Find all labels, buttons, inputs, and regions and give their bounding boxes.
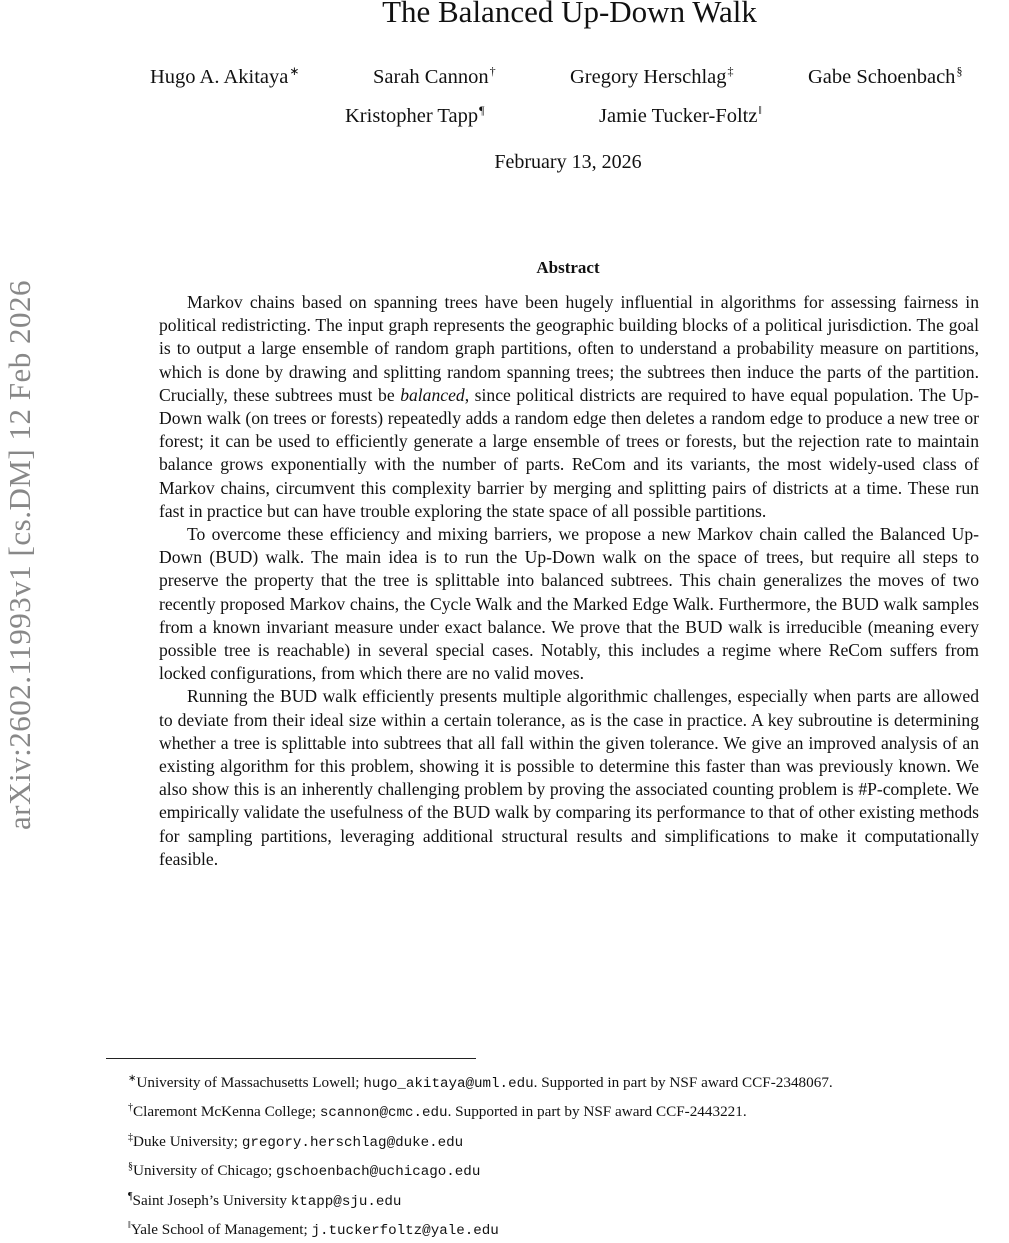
publication-date: February 13, 2026	[494, 151, 642, 173]
author-schoenbach: Gabe Schoenbach§	[808, 64, 963, 88]
email-link[interactable]: hugo_akitaya@uml.edu	[363, 1076, 534, 1092]
email-link[interactable]: ktapp@sju.edu	[290, 1193, 402, 1210]
footnote-tucker-foltz: ‖Yale School of Management; j.tuckerfoltz@yale.edu	[128, 1220, 499, 1240]
author-akitaya: Hugo A. Akitaya∗	[150, 64, 300, 88]
footnote-herschlag: ‡Duke University; gregory.herschlag@duke.edu	[128, 1131, 464, 1151]
email-link[interactable]: gregory.herschlag@duke.edu	[241, 1134, 464, 1151]
abstract-body	[159, 291, 979, 871]
abstract-paragraph-2: To overcome these efficiency and mixing barriers, we propose a new Markov chain called the Balanced Up-Down (BUD) walk. The main idea is to run the Up-Down walk on the space of trees, but require all steps to preserve the property that the tree is splittable into balanced subtrees. This chain generalizes the moves of two recently proposed Markov chains, the Cycle Walk and the Marked Edge Walk. Furthermore, the BUD walk samples from a known invariant measure under exact balance. We prove that the BUD walk is irreducible (meaning every possible tree is reachable) in several special cases. Notably, this includes a regime where ReCom suffers from locked configurations, from which there are no valid moves.	[159, 524, 979, 684]
paper-title: The Balanced Up-Down Walk	[382, 0, 757, 29]
email-link[interactable]: j.tuckerfoltz@yale.edu	[311, 1223, 499, 1240]
footnote-schoenbach: §University of Chicago; gschoenbach@uchicago.edu	[128, 1161, 481, 1181]
author-tucker-foltz: Jamie Tucker-Foltz‖	[599, 103, 762, 127]
email-link[interactable]: scannon@cmc.edu	[319, 1105, 448, 1122]
abstract-paragraph-3: Running the BUD walk efficiently presents multiple algorithmic challenges, especially when parts are allowed to deviate from their ideal size within a certain tolerance, as is the case in practice. A key subroutine is determining whether a tree is splittable into subtrees that all fall within the given tolerance. We give an improved analysis of an existing algorithm for this problem, showing it is possible to determine this faster than was previously known. We also show this is an inherently challenging problem by proving the associated counting problem is #P-complete. We empirically validate the usefulness of the BUD walk by comparing its performance to that of other existing methods for sampling partitions, leveraging additional structural results and simplifications to make it computationally feasible.	[159, 686, 979, 869]
abstract-heading: Abstract	[536, 258, 600, 277]
author-tapp: Kristopher Tapp¶	[345, 103, 485, 127]
footnote-cannon: †Claremont McKenna College; scannon@cmc.edu. Supported in part by NSF award CCF-2443221.	[128, 1102, 747, 1122]
abstract-paragraph-1: Markov chains based on spanning trees have been hugely influential in algorithms for assessing fairness in political redistricting. The input graph represents the geographic building blocks of a political jurisdiction. The goal is to output a large ensemble of random graph partitions, often to understand a probability measure on partitions, which is done by drawing and splitting random spanning trees; the subtrees then induce the parts of the partition. Crucially, these subtrees must be balanced, since political districts are required to have equal population. The Up-Down walk (on trees or forests) repeatedly adds a random edge then deletes a random edge to produce a new tree or forest; it can be used to efficiently generate a large ensemble of trees or forests, but the rejection rate to maintain balance grows exponentially with the number of parts. ReCom and its variants, the most widely-used class of Markov chains, circumvent this complexity barrier by merging and splitting pairs of districts at a time. These run fast in practice but can have trouble exploring the state space of all possible partitions.	[159, 292, 980, 521]
author-cannon: Sarah Cannon†	[373, 64, 496, 88]
footnote-divider	[106, 1058, 476, 1059]
emphasis-balanced: balanced	[400, 384, 465, 405]
email-link[interactable]: gschoenbach@uchicago.edu	[276, 1164, 481, 1181]
footnote-tapp: ¶Saint Joseph’s University ktapp@sju.edu	[128, 1190, 402, 1210]
arxiv-id-text: arXiv:2602.11993v1 [cs.DM] 12 Feb 2026	[2, 280, 37, 830]
arxiv-identifier-stamp	[0, 0, 40, 1200]
author-herschlag: Gregory Herschlag‡	[570, 64, 734, 88]
footnote-akitaya: ∗University of Massachusetts Lowell; hugo_akitaya@uml.edu. Supported in part by NSF award CCF-2348067.	[128, 1073, 833, 1092]
footnotes	[128, 1067, 1008, 1243]
